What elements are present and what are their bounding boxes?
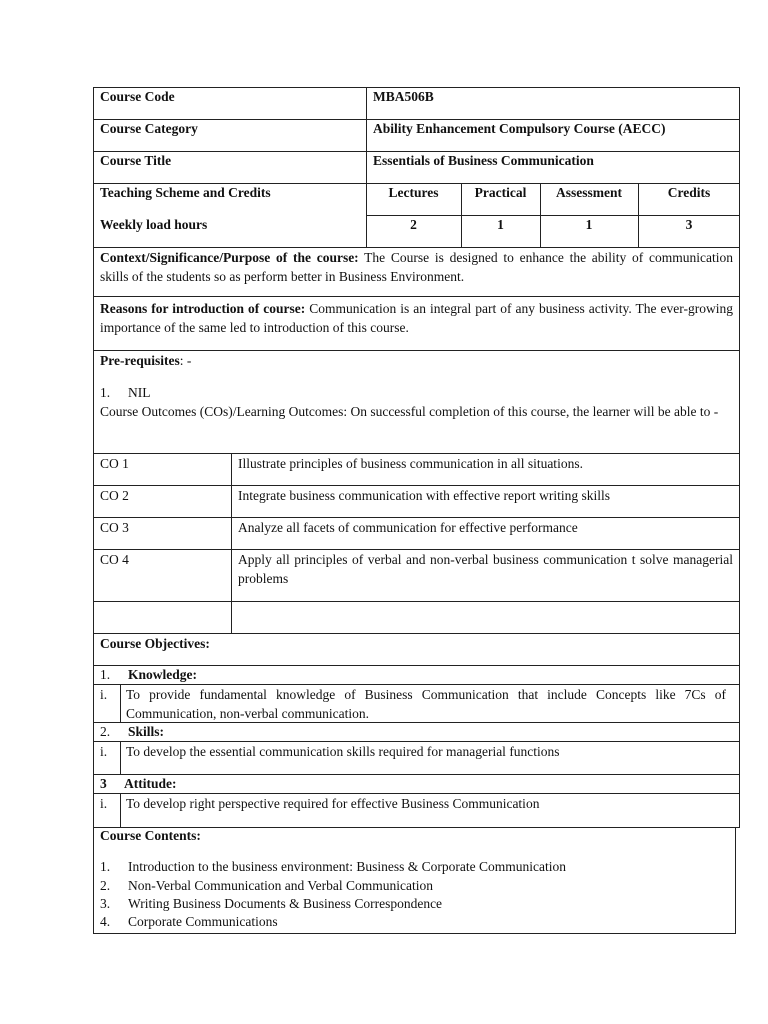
content-item: Non-Verbal Communication and Verbal Communication [128,878,433,893]
attitude-label: Attitude: [124,776,177,791]
attitude-number: 3 [100,776,107,791]
course-code-label: Course Code [100,89,175,104]
co-code: CO 4 [100,552,129,567]
content-item: Corporate Communications [128,914,278,929]
scheme-header-practical: Practical [474,185,527,200]
column-divider [120,684,121,722]
prerequisites-suffix: : - [179,353,192,368]
content-number: 4. [100,914,111,929]
knowledge-item: To provide fundamental knowledge of Business Communication that include Concepts like 7Cs of Communication, non-verbal communication. [126,687,726,721]
scheme-header-assessment: Assessment [556,185,622,200]
row-divider [93,774,740,775]
row-divider [93,296,740,297]
reasons-paragraph [100,299,733,337]
co-code: CO 1 [100,456,129,471]
skills-item: To develop the essential communication skills required for managerial functions [126,744,560,759]
knowledge-label: Knowledge: [128,667,197,682]
reasons-label: Reasons for introduction of course: [100,301,306,316]
row-divider [93,601,740,602]
column-divider [231,453,232,633]
attitude-item: To develop right perspective required for effective Business Communication [126,796,540,811]
scheme-value-assessment: 1 [585,217,593,232]
co-code: CO 2 [100,488,129,503]
skills-number: 2. [100,724,111,739]
context-paragraph [100,248,733,286]
content-number: 3. [100,896,111,911]
outcomes-intro: Course Outcomes (COs)/Learning Outcomes: On successful completion of this course, the learner will be able to - [100,404,719,419]
reasons-text: Communication is an integral part of any business activity. The ever-growing importance of the same led to introduction of this course. [100,301,733,335]
scheme-value-lectures: 2 [410,217,417,232]
content-item: Introduction to the business environment: Business & Corporate Communication [128,859,566,874]
course-category-value: Ability Enhancement Compulsory Course (AECC) [373,121,666,136]
knowledge-number: 1. [100,667,111,682]
co-text: Illustrate principles of business communication in all situations. [238,456,583,471]
co-text: Apply all principles of verbal and non-verbal business communication t solve managerial problems [238,552,733,586]
content-number: 1. [100,859,111,874]
knowledge-item-number: i. [100,687,108,702]
prerequisite-item: NIL [128,385,151,400]
objectives-title: Course Objectives: [100,636,210,651]
skills-label: Skills: [128,724,165,739]
course-code-value: MBA506B [373,89,434,104]
prerequisite-number: 1. [100,385,111,400]
co-text: Integrate business communication with effective report writing skills [238,488,611,503]
prerequisites-heading [100,351,191,370]
content-number: 2. [100,878,111,893]
co-text: Analyze all facets of communication for effective performance [238,520,578,535]
course-title-value: Essentials of Business Communication [373,153,594,168]
content-item: Writing Business Documents & Business Correspondence [128,896,443,911]
context-text: The Course is designed to enhance the ability of communication skills of the students so as perform better in Business Environment. [100,250,733,284]
scheme-value-credits: 3 [685,217,693,232]
scheme-header-credits: Credits [667,185,711,200]
skills-item-number: i. [100,744,108,759]
column-divider [120,741,121,774]
column-divider [120,793,121,827]
scheme-value-practical: 1 [497,217,504,232]
context-label: Context/Significance/Purpose of the course: [100,250,359,265]
attitude-item-number: i. [100,796,108,811]
course-title-label: Course Title [100,153,172,168]
prerequisites-label: Pre-requisites [100,353,180,368]
co-code: CO 3 [100,520,129,535]
weekly-load-label: Weekly load hours [100,217,208,232]
course-category-label: Course Category [100,121,198,136]
scheme-header-lectures: Lectures [388,185,439,200]
contents-title: Course Contents: [100,828,201,843]
teaching-scheme-label: Teaching Scheme and Credits [100,185,271,200]
